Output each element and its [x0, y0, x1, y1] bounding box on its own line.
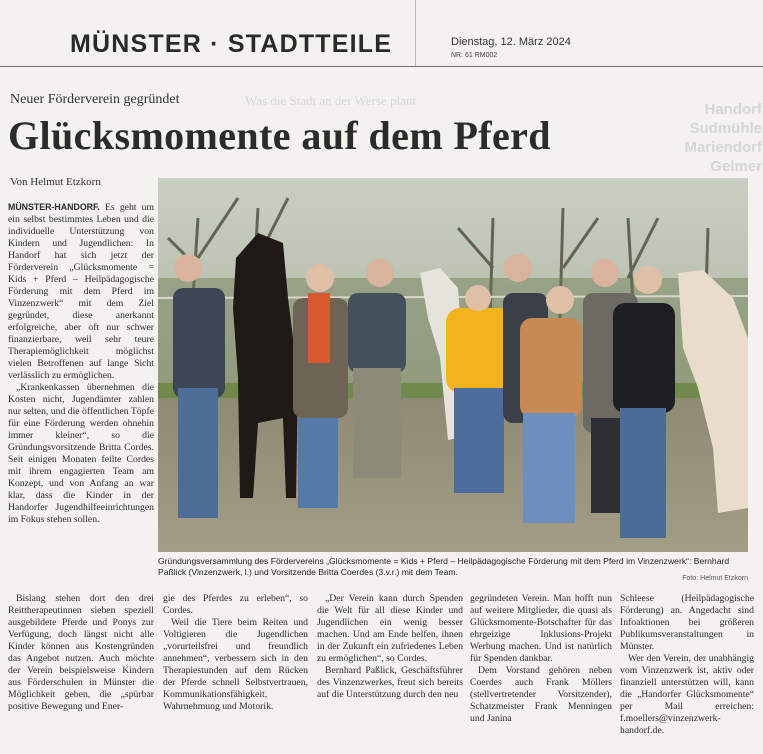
caption-text: Gründungsversammlung des Fördervereins „Glücksmomente = Kids + Pferd – Heilpädagogische Förderung mit dem Pferd im Vinzenzwerk“: Bernhard Paßlick (Vinzenzwerk, l.) und Vorsitzende Britta Coerdes (3.v.r.) mit dem Team. [158, 556, 730, 577]
bleed-word: Sudmühle [689, 120, 762, 137]
article-column-1 [8, 201, 154, 526]
paragraph: „Krankenkassen übernehmen die Kosten nicht, Jugendämter zahlen nur selten, und die öffentlichen Töpfe für eine Förderung werden ohnehin immer kleiner“, so die Gründungsvorsitzende Britta Cordes. Seit einigen Monaten feilte Cordes mit ihrem engagierten Team am Konzept, und von Anfang an war klar, dass die Kinder in der Handorfer Jugendhilfeeinrichtungen im Fokus stehen sollen. [8, 382, 154, 525]
bleed-word: Mariendorf [684, 139, 762, 156]
paragraph: gie des Pferdes zu erleben“, so Cordes. [163, 593, 308, 616]
paragraph: Bernhard Paßlick, Geschäftsführer des Vinzenzwerkes, freut sich bereits auf die Unterstützung durch den neu [317, 665, 463, 700]
article-kicker: Neuer Förderverein gegründet [10, 92, 180, 107]
header-rule [0, 66, 763, 67]
photo-image [158, 178, 748, 552]
paragraph: Weil die Tiere beim Reiten und Voltigieren die Jugendlichen „vorurteilsfrei und freundlich annehmen“, verbessern sich in den Therapiestunden auf dem Rücken der Pferde schnell Selbstvertrauen, Kommunikationsfähigkeit, Wahrnehmung und Motorik. [163, 617, 308, 712]
bleed-word: Handorf [704, 101, 762, 118]
article-photo [158, 178, 748, 552]
article-column-4 [470, 593, 612, 725]
paragraph: Dem Vorstand gehören neben Coerdes auch Frank Möllers (stellvertretender Vorsitzender), Schatzmeister Frank Menningen und Janina [470, 665, 612, 724]
paragraph [8, 201, 154, 382]
paragraph: Bislang stehen dort den drei Reittherapeutinnen sieben speziell ausgebildete Pferde und Ponys zur Verfügung, doch längst nicht alle Kinder können aus Kostengründen das Angebot nutzen. Auch möchte der Verein beispielsweise Kindern aus Förderschulen in Münster die Möglichkeit geben, die „spürbar positive Bewegung und Ener- [8, 593, 154, 712]
paragraph-text: Es geht um ein selbst bestimmtes Leben und die individuelle Unterstützung von Kindern und Jugendlichen: In Handorf hat sich jetzt der Förderverein „Glücksmomente = Kids + Pferd – Heilpädagogische Förderung mit dem Pferd im Vinzenzwerk“ mit dem Ziel gegründet, diese anerkannt erfolgreiche, aber oft nur schwer finanzierbare, weil sehr teure Therapiemöglichkeit möglichst vielen Betroffenen auf lange Sicht verlässlich zu ermöglichen. [8, 202, 154, 381]
article-byline: Von Helmut Etzkorn [10, 176, 101, 188]
paragraph: gegründeten Verein. Man hofft nun auf weitere Mitglieder, die quasi als Glücksmomente-Botschafter für das ehrgeizige Inklusions-Projekt Werbung machen. Und ist natürlich für Spenden dankbar. [470, 593, 612, 664]
article-column-1-continued [8, 593, 154, 713]
section-title: MÜNSTER · STADTTEILE [70, 30, 393, 58]
issue-date: Dienstag, 12. März 2024 [451, 36, 571, 48]
article-column-5 [620, 593, 754, 737]
issue-number: NR. 61 RM002 [451, 52, 498, 59]
photo-caption [158, 556, 748, 582]
paragraph: Wer den Verein, der unabhängig vom Vinzenzwerk ist, aktiv oder finanziell unterstützen will, kann die „Handorfer Glücksmomente“ per Mail erreichen: f.moellers@vinzenzwerk-handorf.de. [620, 653, 754, 736]
bleed-word: Gelmer [710, 158, 762, 175]
paragraph: Schleese (Heilpädagogische Förderung) an. Angedacht sind Infoaktionen bei größeren Publikumsveranstaltungen in Münster. [620, 593, 754, 652]
article-headline: Glücksmomente auf dem Pferd [8, 113, 551, 158]
bleed-through-headline: Was die Stadt an der Werse plant [245, 93, 416, 108]
paragraph: „Der Verein kann durch Spenden die Welt für all diese Kinder und Jugendlichen ein wenig besser machen. Und am Ende helfen, ihnen in der Zukunft ein zufriedenes Leben zu ermöglichen“, so Cordes. [317, 593, 463, 664]
bleed-through-side [652, 100, 762, 176]
article-column-3 [317, 593, 463, 701]
article-column-2 [163, 593, 308, 713]
photo-credit: Foto: Helmut Etzkorn [682, 575, 748, 582]
header-divider [415, 0, 416, 66]
page-header [0, 0, 763, 70]
dateline: MÜNSTER-HANDORF. [8, 202, 100, 212]
